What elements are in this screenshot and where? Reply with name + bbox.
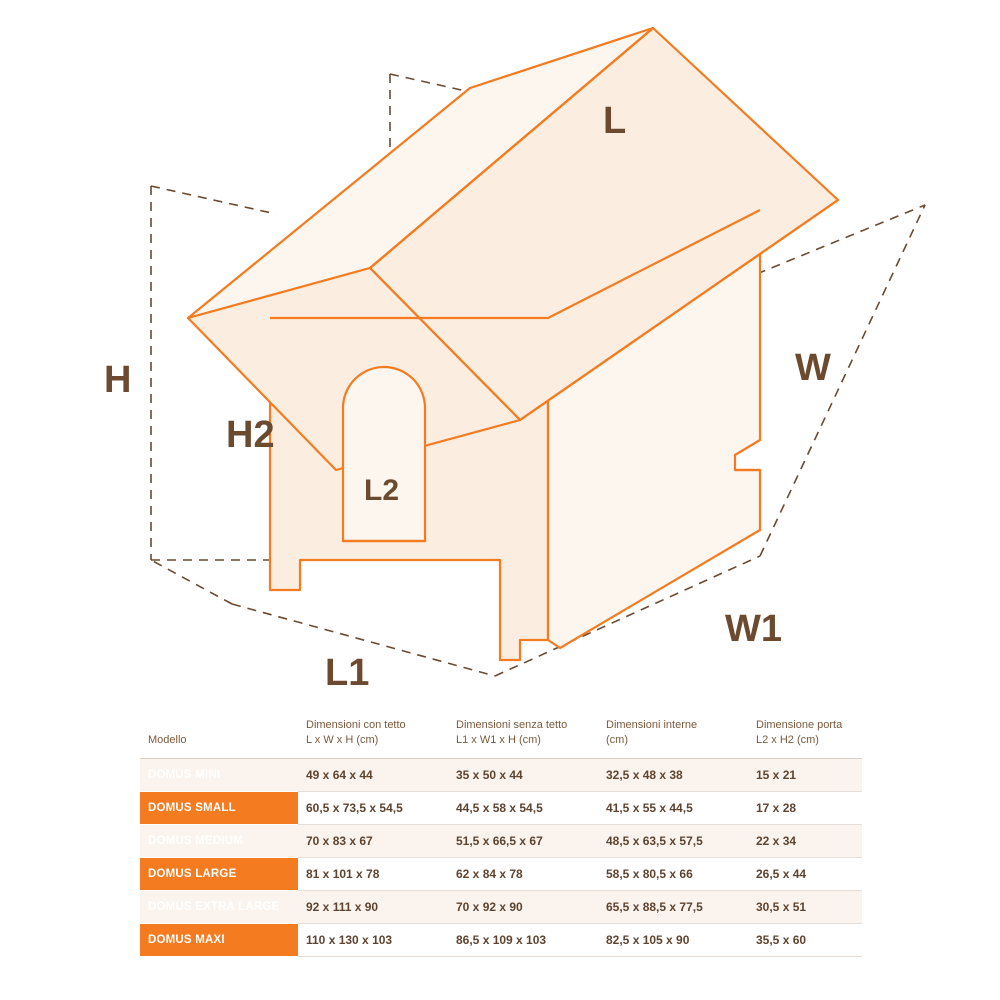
cell-with-roof: 70 x 83 x 67	[298, 824, 448, 857]
cell-without-roof: 62 x 84 x 78	[448, 857, 598, 890]
header-with-roof-line1: Dimensioni con tetto	[306, 719, 406, 731]
row-model-extra-large: DOMUS EXTRA LARGE	[140, 890, 298, 923]
cell-door: 22 x 34	[748, 824, 862, 857]
cell-door: 30,5 x 51	[748, 890, 862, 923]
cell-without-roof: 35 x 50 x 44	[448, 758, 598, 791]
cell-with-roof: 49 x 64 x 44	[298, 758, 448, 791]
cell-without-roof: 86,5 x 109 x 103	[448, 923, 598, 956]
row-model-mini: DOMUS MINI	[140, 758, 298, 791]
table-row	[140, 857, 862, 890]
cell-without-roof: 70 x 92 x 90	[448, 890, 598, 923]
table-row	[140, 758, 862, 791]
cell-without-roof: 51,5 x 66,5 x 67	[448, 824, 598, 857]
table-row	[140, 791, 862, 824]
label-W: W	[795, 347, 831, 389]
header-internal	[598, 712, 748, 758]
label-L: L	[603, 100, 627, 142]
table-row	[140, 890, 862, 923]
row-model-medium: DOMUS MEDIUM	[140, 824, 298, 857]
label-L1: L1	[325, 652, 370, 694]
header-door-line1: Dimensione porta	[756, 719, 843, 731]
row-model-maxi: DOMUS MAXI	[140, 923, 298, 956]
cell-with-roof: 60,5 x 73,5 x 54,5	[298, 791, 448, 824]
cell-door: 35,5 x 60	[748, 923, 862, 956]
header-model-line1: Modello	[148, 733, 187, 746]
spec-table	[140, 712, 862, 957]
label-H2: H2	[226, 414, 275, 456]
table-row	[140, 923, 862, 956]
cell-internal: 58,5 x 80,5 x 66	[598, 857, 748, 890]
header-model	[140, 712, 298, 758]
row-model-small: DOMUS SMALL	[140, 791, 298, 824]
cell-internal: 32,5 x 48 x 38	[598, 758, 748, 791]
cell-with-roof: 81 x 101 x 78	[298, 857, 448, 890]
cell-internal: 82,5 x 105 x 90	[598, 923, 748, 956]
cell-door: 26,5 x 44	[748, 857, 862, 890]
row-model-large: DOMUS LARGE	[140, 857, 298, 890]
header-without-roof-line1: Dimensioni senza tetto	[456, 719, 568, 731]
house-body	[188, 28, 838, 660]
header-without-roof	[448, 712, 598, 758]
cell-with-roof: 110 x 130 x 103	[298, 923, 448, 956]
header-with-roof	[298, 712, 448, 758]
cell-door: 15 x 21	[748, 758, 862, 791]
header-internal-line1: Dimensioni interne	[606, 719, 698, 731]
label-L2: L2	[364, 474, 400, 507]
specifications-table	[140, 712, 862, 957]
cell-internal: 65,5 x 88,5 x 77,5	[598, 890, 748, 923]
cell-with-roof: 92 x 111 x 90	[298, 890, 448, 923]
cell-without-roof: 44,5 x 58 x 54,5	[448, 791, 598, 824]
label-W1: W1	[725, 608, 782, 650]
header-without-roof-line2: L1 x W1 x H (cm)	[456, 733, 541, 746]
table-row	[140, 824, 862, 857]
header-door	[748, 712, 862, 758]
label-H: H	[104, 359, 132, 401]
cell-door: 17 x 28	[748, 791, 862, 824]
cell-internal: 48,5 x 63,5 x 57,5	[598, 824, 748, 857]
table-header-row	[140, 712, 862, 758]
cell-internal: 41,5 x 55 x 44,5	[598, 791, 748, 824]
header-internal-line2: (cm)	[606, 733, 628, 746]
header-door-line2: L2 x H2 (cm)	[756, 733, 819, 746]
header-with-roof-line2: L x W x H (cm)	[306, 733, 379, 746]
